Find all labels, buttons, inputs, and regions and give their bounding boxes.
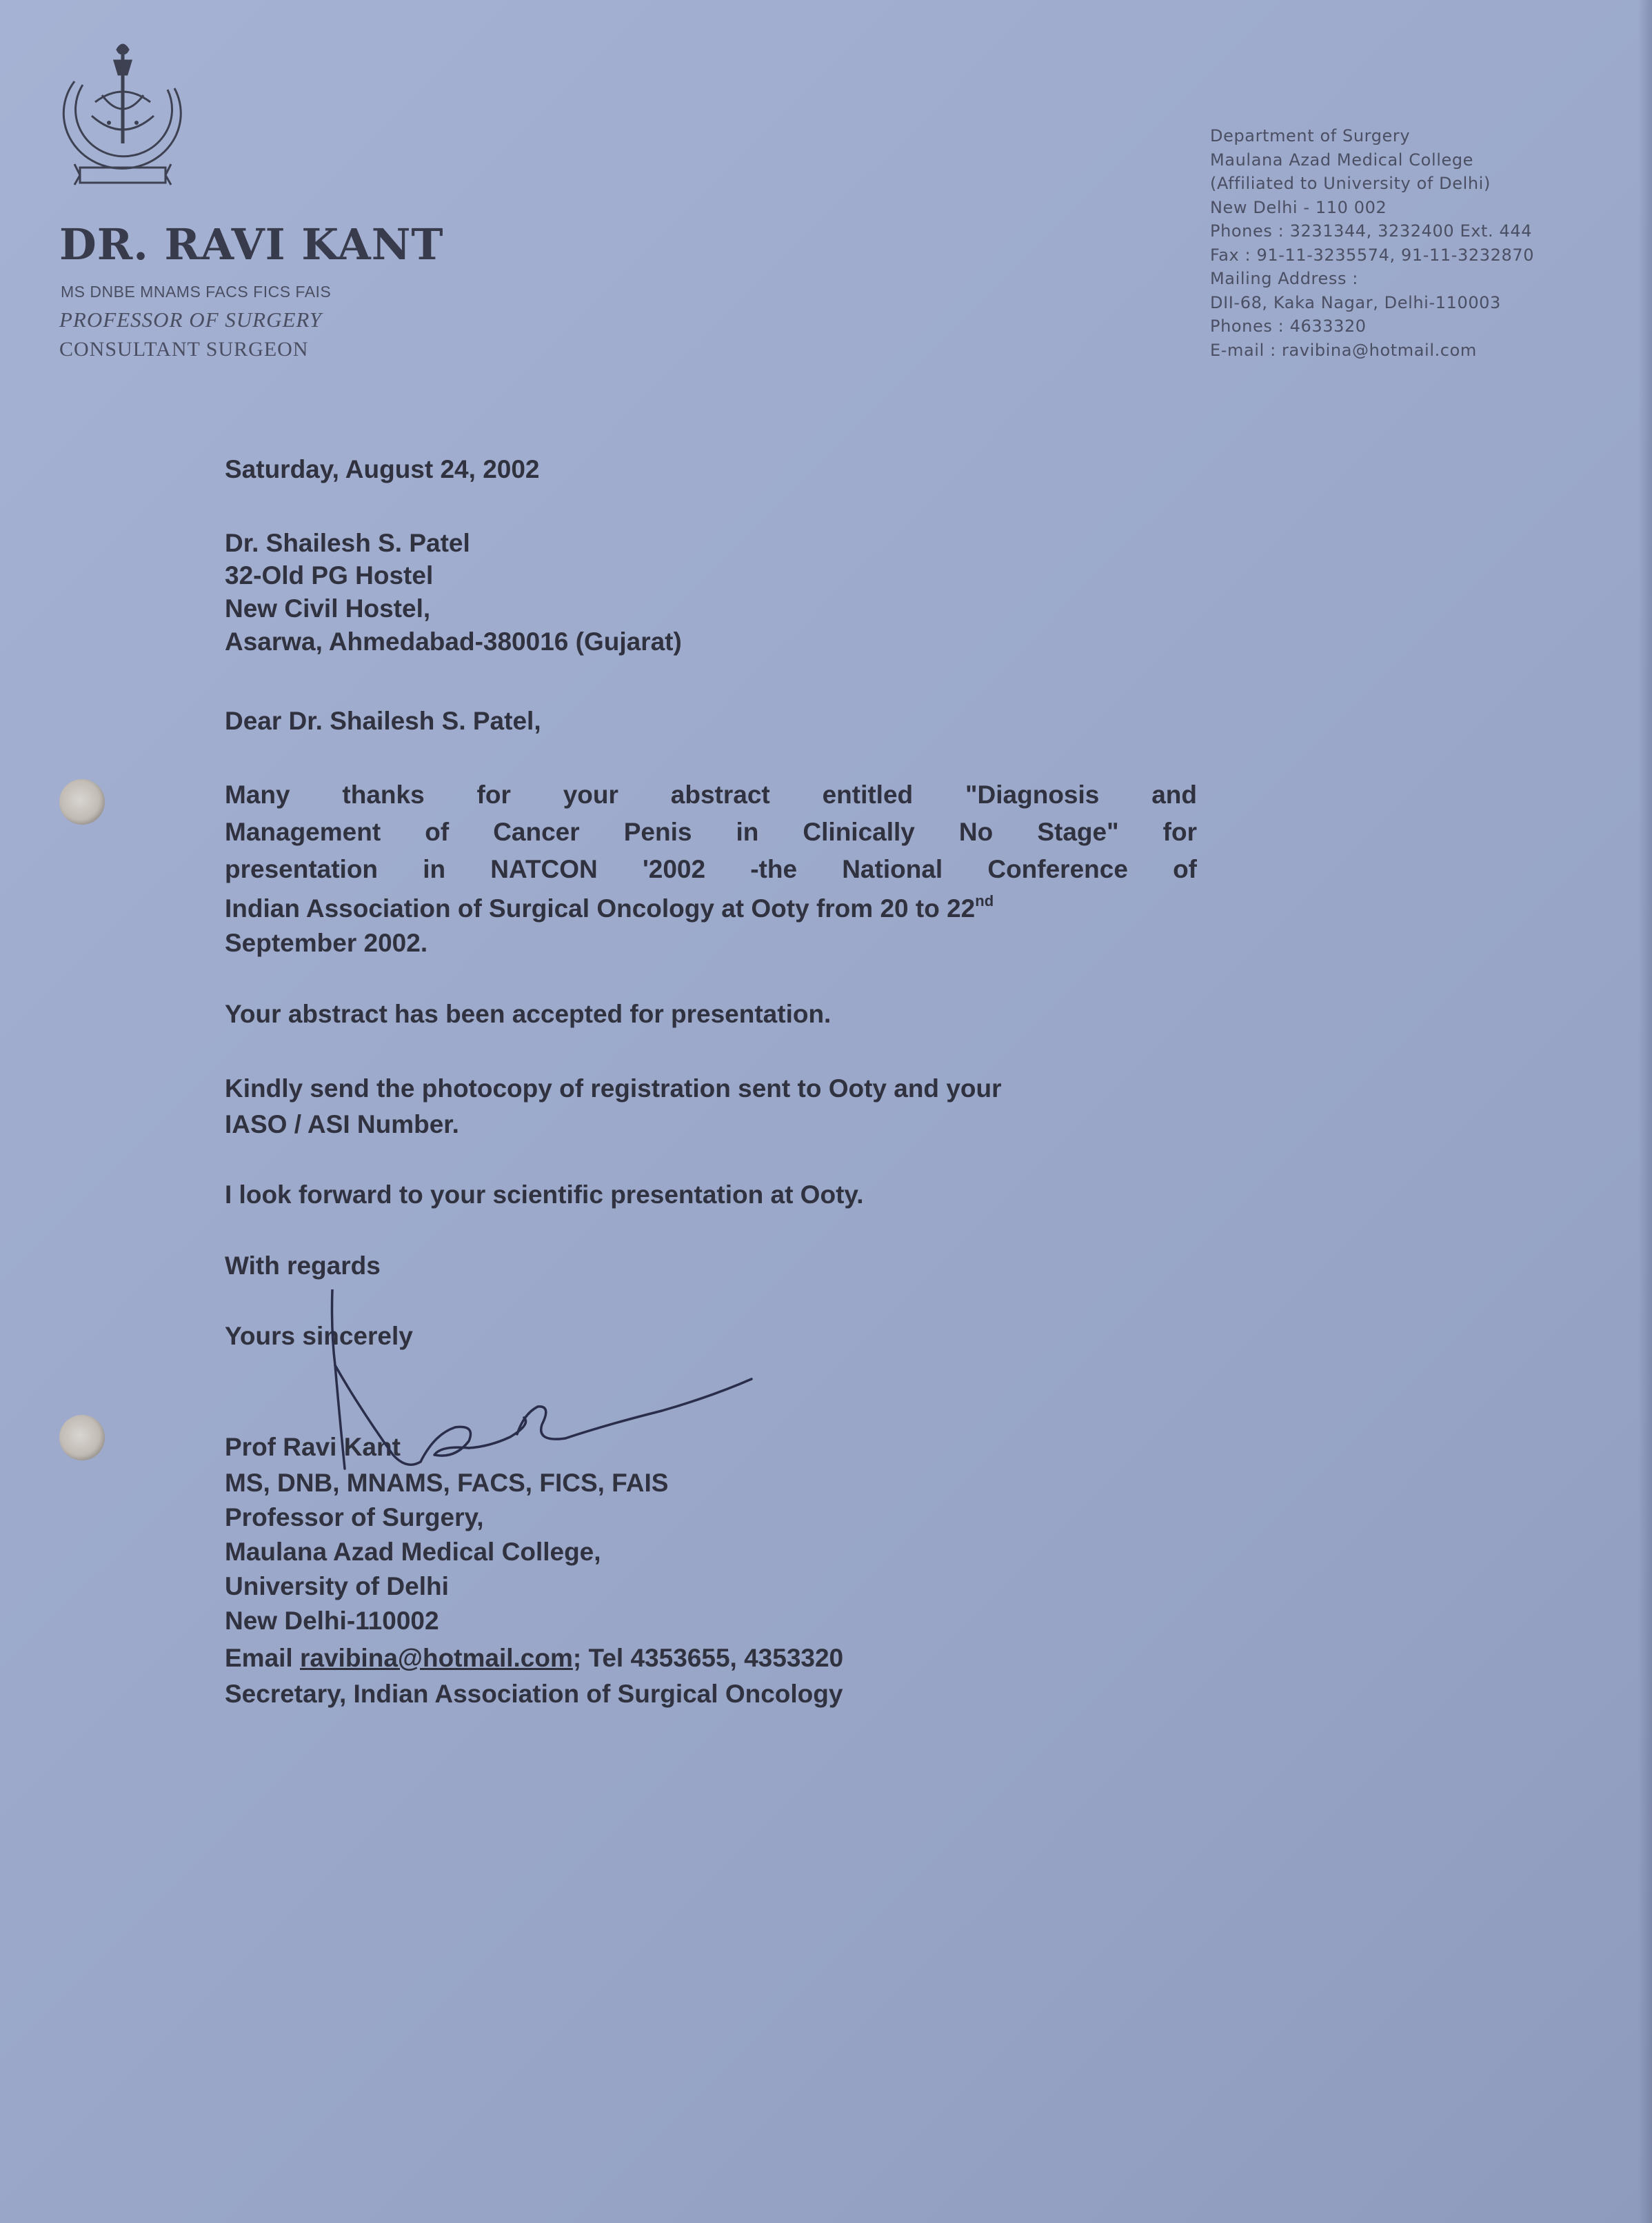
signatory-college: Maulana Azad Medical College, — [225, 1538, 601, 1566]
address-line: Phones : 4633320 — [1210, 316, 1367, 336]
letterhead-address — [1210, 124, 1534, 362]
address-line: Phones : 3231344, 3232400 Ext. 444 — [1210, 221, 1533, 241]
address-line: (Affiliated to University of Delhi) — [1210, 174, 1491, 193]
email-prefix: Email — [225, 1644, 300, 1672]
letterhead-title: PROFESSOR OF SURGERY — [59, 308, 323, 332]
address-line: DII-68, Kaka Nagar, Delhi-110003 — [1210, 292, 1501, 312]
signatory-city: New Delhi-110002 — [225, 1607, 439, 1635]
college-emblem-icon — [54, 40, 192, 199]
paragraph-1-line — [225, 892, 994, 923]
paragraph-1-line: September 2002. — [225, 929, 428, 957]
paragraph-1-line: Many thanks for your abstract entitled "Diagnosis and — [225, 781, 1197, 809]
recipient-line: 32-Old PG Hostel — [225, 561, 434, 590]
paragraph-4: I look forward to your scientific presentation at Ooty. — [225, 1180, 864, 1209]
address-line: Department of Surgery — [1210, 126, 1411, 145]
address-line: New Delhi - 110 002 — [1210, 197, 1387, 217]
ordinal-superscript: nd — [975, 892, 994, 909]
paragraph-2: Your abstract has been accepted for presentation. — [225, 1000, 832, 1028]
page-edge-shadow — [1638, 0, 1652, 2223]
closing-sincerely: Yours sincerely — [225, 1322, 413, 1350]
letterhead-name: DR. RAVI KANT — [59, 219, 444, 270]
address-line: Maulana Azad Medical College — [1210, 150, 1474, 170]
address-line: E-mail : ravibina@hotmail.com — [1210, 340, 1477, 360]
closing-regards: With regards — [225, 1251, 381, 1280]
letterhead-role: CONSULTANT SURGEON — [59, 338, 309, 361]
recipient-line: Asarwa, Ahmedabad-380016 (Gujarat) — [225, 627, 682, 656]
letter-date: Saturday, August 24, 2002 — [225, 455, 540, 483]
signatory-secretary: Secretary, Indian Association of Surgical Oncology — [225, 1680, 843, 1708]
signatory-degrees: MS, DNB, MNAMS, FACS, FICS, FAIS — [225, 1469, 669, 1497]
signatory-name: Prof Ravi Kant — [225, 1433, 401, 1461]
paragraph-3-line: IASO / ASI Number. — [225, 1110, 459, 1138]
handwritten-signature — [303, 1289, 800, 1496]
address-line: Fax : 91-11-3235574, 91-11-3232870 — [1210, 245, 1535, 265]
recipient-line: Dr. Shailesh S. Patel — [225, 529, 470, 557]
paragraph-3-line: Kindly send the photocopy of registration sent to Ooty and your — [225, 1074, 1002, 1103]
address-line: Mailing Address : — [1210, 269, 1358, 288]
paragraph-1-line: presentation in NATCON '2002 -the National Conference of — [225, 855, 1197, 883]
paragraph-1-line: Management of Cancer Penis in Clinically No Stage" for — [225, 818, 1197, 846]
punch-hole-upper — [59, 779, 105, 825]
signatory-title: Professor of Surgery, — [225, 1503, 484, 1531]
email-link[interactable]: ravibina@hotmail.com — [300, 1644, 573, 1672]
letterhead-degrees: MS DNBE MNAMS FACS FICS FAIS — [61, 283, 332, 301]
signatory-contact — [225, 1644, 843, 1673]
telephone-numbers: ; Tel 4353655, 4353320 — [572, 1644, 844, 1672]
punch-hole-lower — [59, 1415, 105, 1460]
signatory-university: University of Delhi — [225, 1572, 449, 1600]
paragraph-1-line-text: Indian Association of Surgical Oncology at Ooty from 20 to 22 — [225, 894, 976, 923]
salutation: Dear Dr. Shailesh S. Patel, — [225, 707, 541, 735]
recipient-line: New Civil Hostel, — [225, 594, 431, 623]
